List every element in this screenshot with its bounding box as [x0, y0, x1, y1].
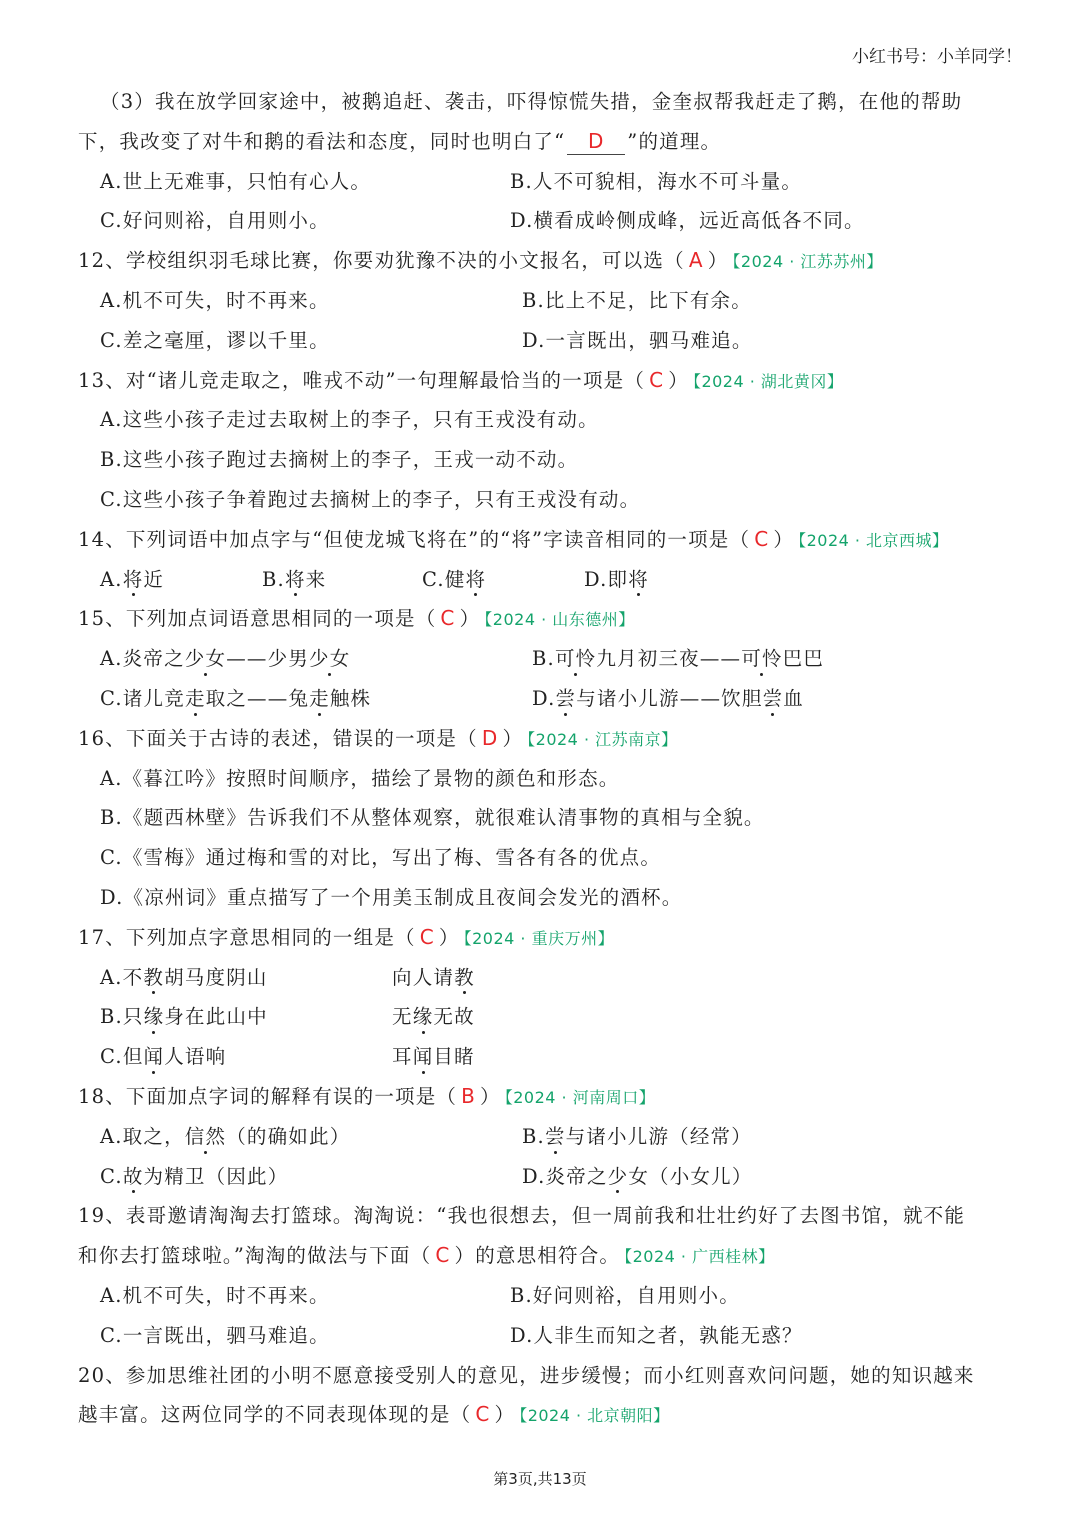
option-b-right: 无缘无故 — [392, 997, 475, 1037]
option-c: C.一言既出，驷马难追。 — [100, 1323, 330, 1347]
answer-mark: B — [461, 1083, 477, 1108]
source-tag: 【2024 · 重庆万州】 — [463, 928, 615, 948]
option-d: D.人非生而知之者，孰能无惑？ — [510, 1323, 803, 1347]
option-a: A.取之，信然（的确如此） — [100, 1117, 350, 1157]
option-row — [78, 560, 1010, 600]
option-d: D.《凉州词》重点描写了一个用美玉制成且夜间会发光的酒杯。 — [100, 885, 683, 909]
q18-stem: 18、下面加点字词的解释有误的一项是（ B ） 【2024 · 河南周口】 — [78, 1083, 656, 1108]
option-c: C.故为精卫（因此） — [100, 1157, 288, 1197]
option-a: A.将近 — [100, 560, 164, 600]
q20-stem-line1: 20、参加思维社团的小明不愿意接受别人的意见，进步缓慢；而小红则喜欢问问题，她的知识越来 — [78, 1363, 975, 1387]
header-note: 小红书号：小羊同学！ — [852, 47, 1022, 67]
source-tag: 【2024 · 北京西城】 — [798, 530, 949, 550]
answer-mark: C — [649, 367, 665, 392]
source-tag: 【2024 · 湖北黄冈】 — [692, 371, 844, 391]
answer-mark: A — [688, 248, 704, 273]
q15-stem: 15、下列加点词语意思相同的一项是（ C ） 【2024 · 山东德州】 — [78, 606, 635, 631]
option-a-right: 向人请教 — [392, 958, 475, 998]
answer-mark: C — [475, 1402, 491, 1427]
q20-stem-line2: 越丰富。这两位同学的不同表现体现的是（ C ） 【2024 · 北京朝阳】 — [78, 1402, 670, 1427]
q17-stem: 17、下列加点字意思相同的一组是（ C ） 【2024 · 重庆万州】 — [78, 924, 615, 949]
source-tag: 【2024 · 北京朝阳】 — [519, 1406, 670, 1426]
source-tag: 【2024 · 河南周口】 — [504, 1087, 656, 1107]
option-a: A.世上无难事，只怕有心人。 — [100, 169, 372, 193]
option-c: C.好问则裕，自用则小。 — [100, 209, 330, 233]
option-row — [78, 1316, 1010, 1356]
option-a: A.这些小孩子走过去取树上的李子，只有王戎没有动。 — [100, 408, 599, 432]
option-row — [78, 201, 1010, 241]
option-d: D.横看成岭侧成峰，远近高低各不同。 — [510, 209, 865, 233]
q13-stem: 13、对“诸儿竞走取之，唯戎不动”一句理解最恰当的一项是（ C ） 【2024 · 湖北黄冈】 — [78, 367, 844, 392]
option-c: C.健将 — [422, 560, 486, 600]
option-a: A.炎帝之少女——少男少女 — [100, 639, 350, 679]
option-c: C.这些小孩子争着跑过去摘树上的李子，只有王戎没有动。 — [100, 487, 641, 511]
option-row — [78, 1037, 1010, 1077]
source-tag: 【2024 · 江苏苏州】 — [732, 252, 883, 272]
answer-mark: C — [440, 606, 456, 631]
q19-stem-line1: 19、表哥邀请淘淘去打篮球。淘淘说：“我也很想去，但一周前我和壮壮约好了去图书馆，就不能 — [78, 1204, 966, 1228]
q12-stem: 12、学校组织羽毛球比赛，你要劝犹豫不决的小文报名，可以选（ A ） 【2024 · 江苏苏州】 — [78, 248, 883, 273]
q11-3-stem-line1: （3）我在放学回家途中，被鹅追赶、袭击，吓得惊慌失措，金奎叔帮我赶走了鹅，在他的帮助 — [100, 90, 963, 113]
option-row — [78, 321, 1010, 361]
option-c: C.《雪梅》通过梅和雪的对比，写出了梅、雪各有各的优点。 — [100, 846, 662, 870]
option-d: D.炎帝之少女（小女儿） — [522, 1157, 753, 1197]
option-a: A.机不可失，时不再来。 — [100, 288, 330, 312]
answer-mark: C — [435, 1243, 451, 1268]
option-d: D.尝与诸小儿游——饮胆尝血 — [532, 679, 804, 719]
q19-stem-line2: 和你去打篮球啦。”淘淘的做法与下面（ C ）的意思相符合。 【2024 · 广西桂林】 — [78, 1243, 775, 1268]
option-c: C.诸儿竞走取之——兔走触株 — [100, 679, 371, 719]
option-b: B.尝与诸小儿游（经常） — [522, 1117, 752, 1157]
option-a: A.机不可失，时不再来。 — [100, 1283, 330, 1307]
option-b: B.这些小孩子跑过去摘树上的李子，王戎一动不动。 — [100, 448, 579, 472]
answer-mark: D — [587, 128, 605, 153]
q11-3-stem-line2: 下，我改变了对牛和鹅的看法和态度，同时也明白了“ D ”的道理。 — [78, 128, 722, 153]
option-row — [78, 679, 1010, 719]
option-b: B.《题西林壁》告诉我们不从整体观察，就很难认清事物的真相与全貌。 — [100, 806, 765, 830]
option-b: B.可怜九月初三夜——可怜巴巴 — [532, 639, 824, 679]
option-row — [78, 997, 1010, 1037]
page-number: 第3页,共13页 — [493, 1470, 587, 1488]
option-row — [78, 1157, 1010, 1197]
option-d: D.一言既出，驷马难追。 — [522, 328, 753, 352]
option-b: B.好问则裕，自用则小。 — [510, 1283, 740, 1307]
option-row — [78, 1117, 1010, 1157]
option-c: C.差之毫厘，谬以千里。 — [100, 328, 330, 352]
option-a: A.《暮江吟》按照时间顺序，描绘了景物的颜色和形态。 — [100, 766, 620, 790]
q16-stem: 16、下面关于古诗的表述，错误的一项是（ D ） 【2024 · 江苏南京】 — [78, 725, 678, 750]
answer-mark: D — [481, 725, 499, 750]
q14-stem: 14、下列词语中加点字与“但使龙城飞将在”的“将”字读音相同的一项是（ C ） 【2024 · 北京西城】 — [78, 526, 949, 551]
answer-mark: C — [419, 924, 435, 949]
option-b: B.人不可貌相，海水不可斗量。 — [510, 169, 803, 193]
option-b: B.将来 — [262, 560, 326, 600]
option-row — [78, 958, 1010, 998]
option-c-right: 耳闻目睹 — [392, 1037, 475, 1077]
option-row — [78, 281, 1010, 321]
answer-mark: C — [754, 526, 770, 551]
source-tag: 【2024 · 广西桂林】 — [624, 1247, 775, 1267]
option-row — [78, 162, 1010, 202]
option-a-left: A.不教胡马度阴山 — [100, 958, 268, 998]
source-tag: 【2024 · 江苏南京】 — [527, 729, 678, 749]
option-c-left: C.但闻人语响 — [100, 1037, 226, 1077]
option-row — [78, 639, 1010, 679]
option-row — [78, 1276, 1010, 1316]
option-b: B.比上不足，比下有余。 — [522, 288, 752, 312]
question-list — [78, 82, 1010, 1435]
option-b-left: B.只缘身在此山中 — [100, 997, 268, 1037]
option-d: D.即将 — [584, 560, 649, 600]
source-tag: 【2024 · 山东德州】 — [484, 610, 635, 630]
